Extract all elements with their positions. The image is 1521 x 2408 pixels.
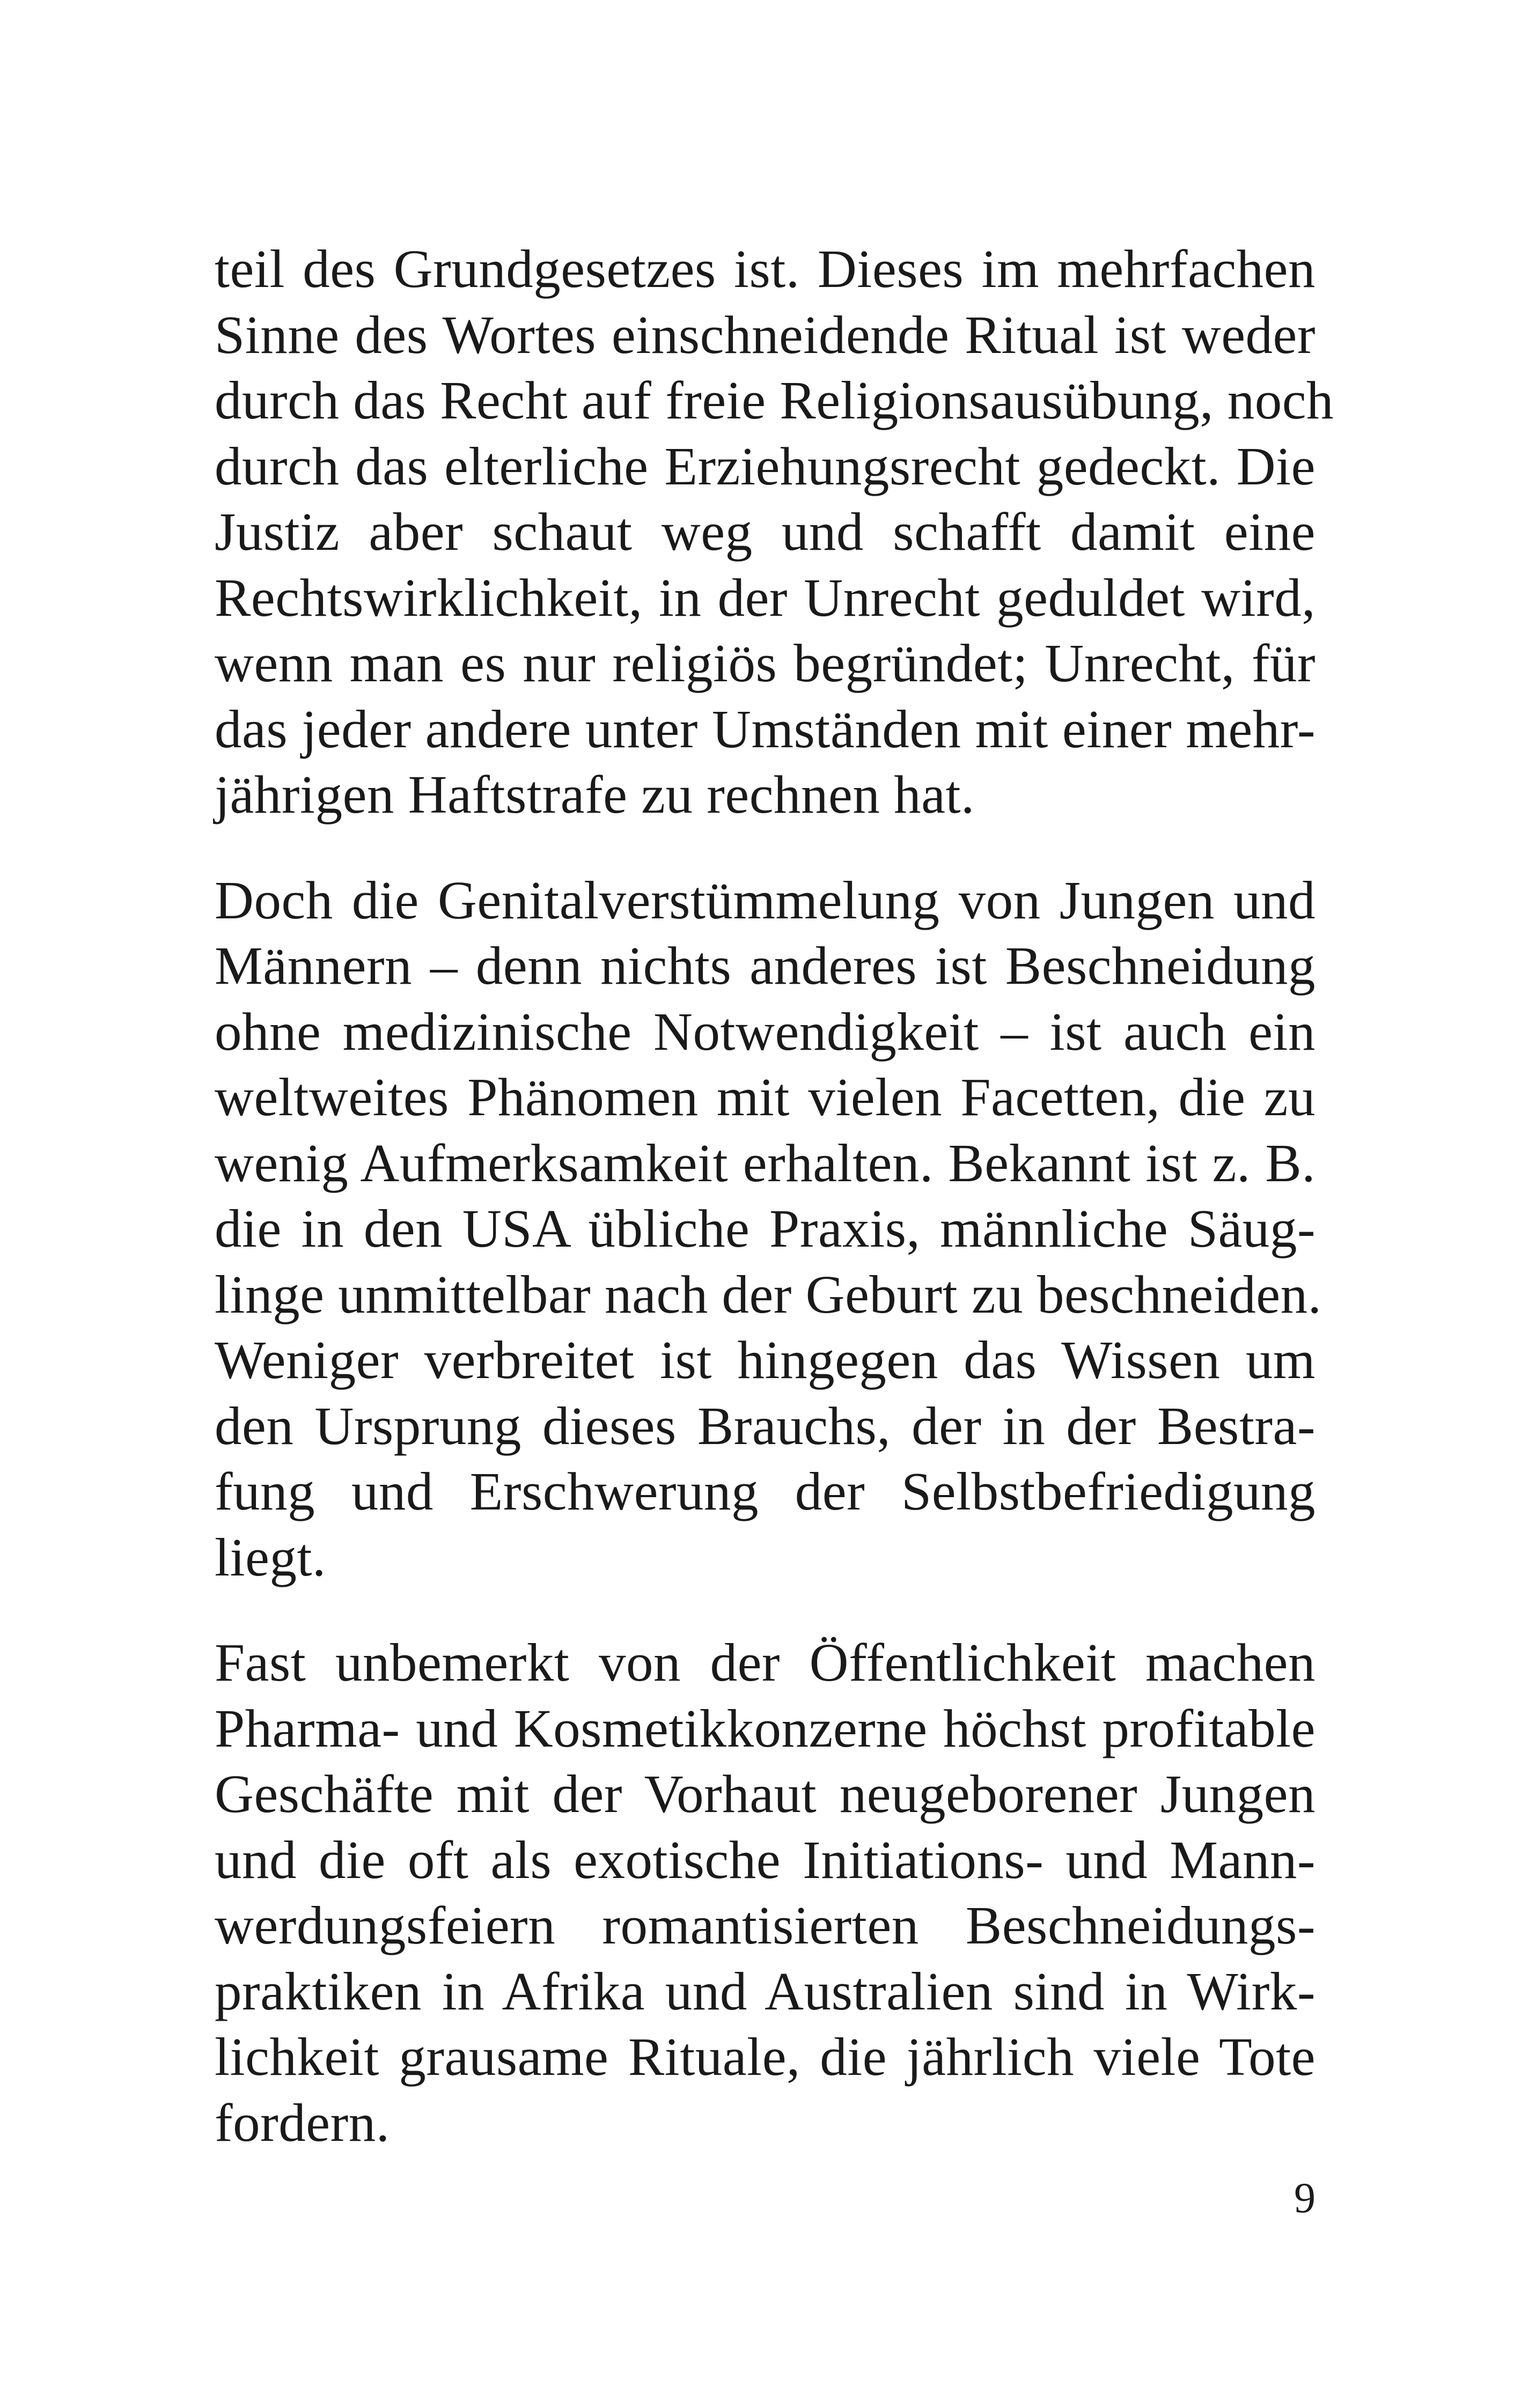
text-line: das jeder andere unter Umständen mit einer mehr- [215, 698, 1316, 759]
body-text [215, 236, 1334, 2155]
text-line: Sinne des Wortes einschneidende Ritual ist weder [215, 304, 1316, 365]
text-line: die in den USA übliche Praxis, männliche Säug- [215, 1198, 1316, 1258]
text-line: lichkeit grausame Rituale, die jährlich viele Tote [215, 2027, 1316, 2087]
text-line: Fast unbemerkt von der Öffentlichkeit machen [215, 1632, 1316, 1692]
paragraph-1 [215, 236, 1334, 828]
text-line: linge unmittelbar nach der Geburt zu beschneiden. [215, 1264, 1322, 1324]
paragraph-3 [215, 1630, 1316, 2155]
text-line: ohne medizinische Notwendigkeit – ist auch ein [215, 1001, 1316, 1062]
text-line: Rechtswirklichkeit, in der Unrecht geduldet wird, [215, 567, 1316, 628]
text-line: wenn man es nur religiös begründet; Unrecht, für [215, 633, 1316, 693]
text-line: durch das Recht auf freie Religionsausübung, noch [215, 370, 1334, 430]
paragraph-2 [215, 867, 1322, 1590]
text-line: jährigen Haftstrafe zu rechnen hat. [215, 764, 975, 824]
text-line: Weniger verbreitet ist hingegen das Wissen um [215, 1330, 1316, 1390]
text-line: werdungsfeiern romantisierten Beschneidungs- [215, 1895, 1316, 1955]
text-line: weltweites Phänomen mit vielen Facetten, die zu [215, 1067, 1316, 1127]
text-line: teil des Grundgesetzes ist. Dieses im mehrfachen [215, 239, 1316, 299]
text-line: fung und Erschwerung der Selbstbefriedigung [215, 1461, 1316, 1521]
text-line: und die oft als exotische Initiations- und Mann- [215, 1829, 1316, 1890]
text-line: fordern. [215, 2092, 390, 2153]
text-line: Doch die Genitalverstümmelung von Jungen und [215, 870, 1316, 930]
text-line: durch das elterliche Erziehungsrecht gedeckt. Die [215, 436, 1316, 496]
text-line: Männern – denn nichts anderes ist Beschneidung [215, 936, 1316, 996]
text-line: wenig Aufmerksamkeit erhalten. Bekannt ist z. B. [215, 1132, 1316, 1193]
page-number: 9 [1294, 2175, 1316, 2222]
text-line: Pharma- und Kosmetikkonzerne höchst profitable [215, 1698, 1316, 1758]
text-line: Justiz aber schaut weg und schafft damit eine [215, 502, 1316, 562]
text-line: den Ursprung dieses Brauchs, der in der Bestra- [215, 1395, 1316, 1456]
text-line: Geschäfte mit der Vorhaut neugeborener Jungen [215, 1764, 1316, 1824]
text-line: praktiken in Afrika und Australien sind in Wirk- [215, 1961, 1316, 2021]
text-line: liegt. [215, 1527, 326, 1587]
